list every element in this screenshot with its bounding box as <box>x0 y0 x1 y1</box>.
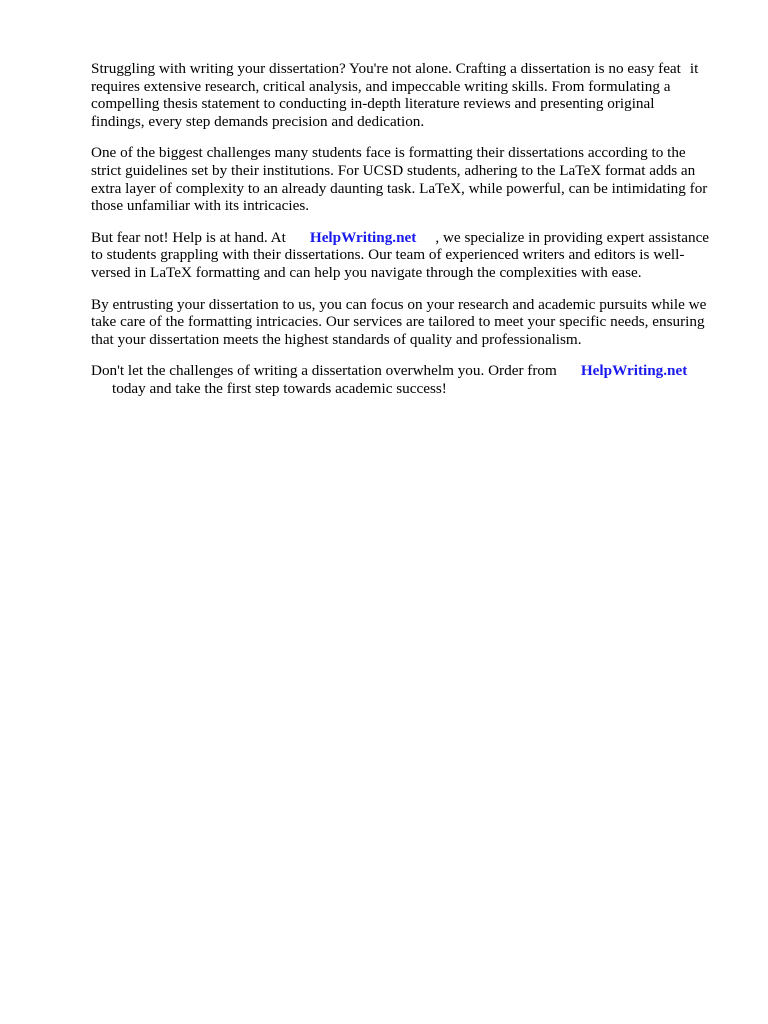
paragraph-entrust <box>91 296 731 349</box>
text-line <box>91 60 731 78</box>
text-line: requires extensive research, critical analysis, and impeccable writing skills. From formulating a <box>91 77 671 95</box>
paragraph-formatting <box>91 144 731 214</box>
text-line: compelling thesis statement to conducting in-depth literature reviews and presenting original <box>91 95 655 113</box>
text-line: those unfamiliar with its intricacies. <box>91 197 310 215</box>
text-line: One of the biggest challenges many students face is formatting their dissertations according to the <box>91 144 686 162</box>
text-line: versed in LaTeX formatting and can help you navigate through the complexities with ease. <box>91 263 642 281</box>
text-line: extra layer of complexity to an already daunting task. LaTeX, while powerful, can be intimidating for <box>91 179 708 197</box>
text-segment: Don't let the challenges of writing a dissertation overwhelm you. Order from <box>91 362 557 380</box>
text-line: take care of the formatting intricacies. Our services are tailored to meet your specific needs, ensuring <box>91 313 705 331</box>
text-line: that your dissertation meets the highest standards of quality and professionalism. <box>91 330 582 348</box>
paragraph-intro <box>91 60 731 130</box>
text-line: today and take the first step towards academic success! <box>112 379 447 397</box>
text-line <box>91 229 731 247</box>
text-line: findings, every step demands precision and dedication. <box>91 112 425 130</box>
text-line: strict guidelines set by their institutions. For UCSD students, adhering to the LaTeX format adds an <box>91 161 696 179</box>
text-segment: Struggling with writing your dissertation? You're not alone. Crafting a dissertation is no easy feat <box>91 60 681 77</box>
helpwriting-link[interactable]: HelpWriting.net <box>580 362 688 380</box>
paragraph-help <box>91 229 731 282</box>
helpwriting-link[interactable]: HelpWriting.net <box>309 228 417 246</box>
text-line: to students grappling with their dissertations. Our team of experienced writers and editors is well- <box>91 246 685 264</box>
text-line: By entrusting your dissertation to us, you can focus on your research and academic pursuits while we <box>91 295 707 313</box>
document-body <box>91 60 731 412</box>
text-segment: it <box>689 60 699 77</box>
paragraph-order <box>91 362 731 397</box>
text-line <box>91 362 731 380</box>
text-segment: , we specialize in providing expert assistance <box>435 228 710 246</box>
text-segment: But fear not! Help is at hand. At <box>91 228 286 246</box>
